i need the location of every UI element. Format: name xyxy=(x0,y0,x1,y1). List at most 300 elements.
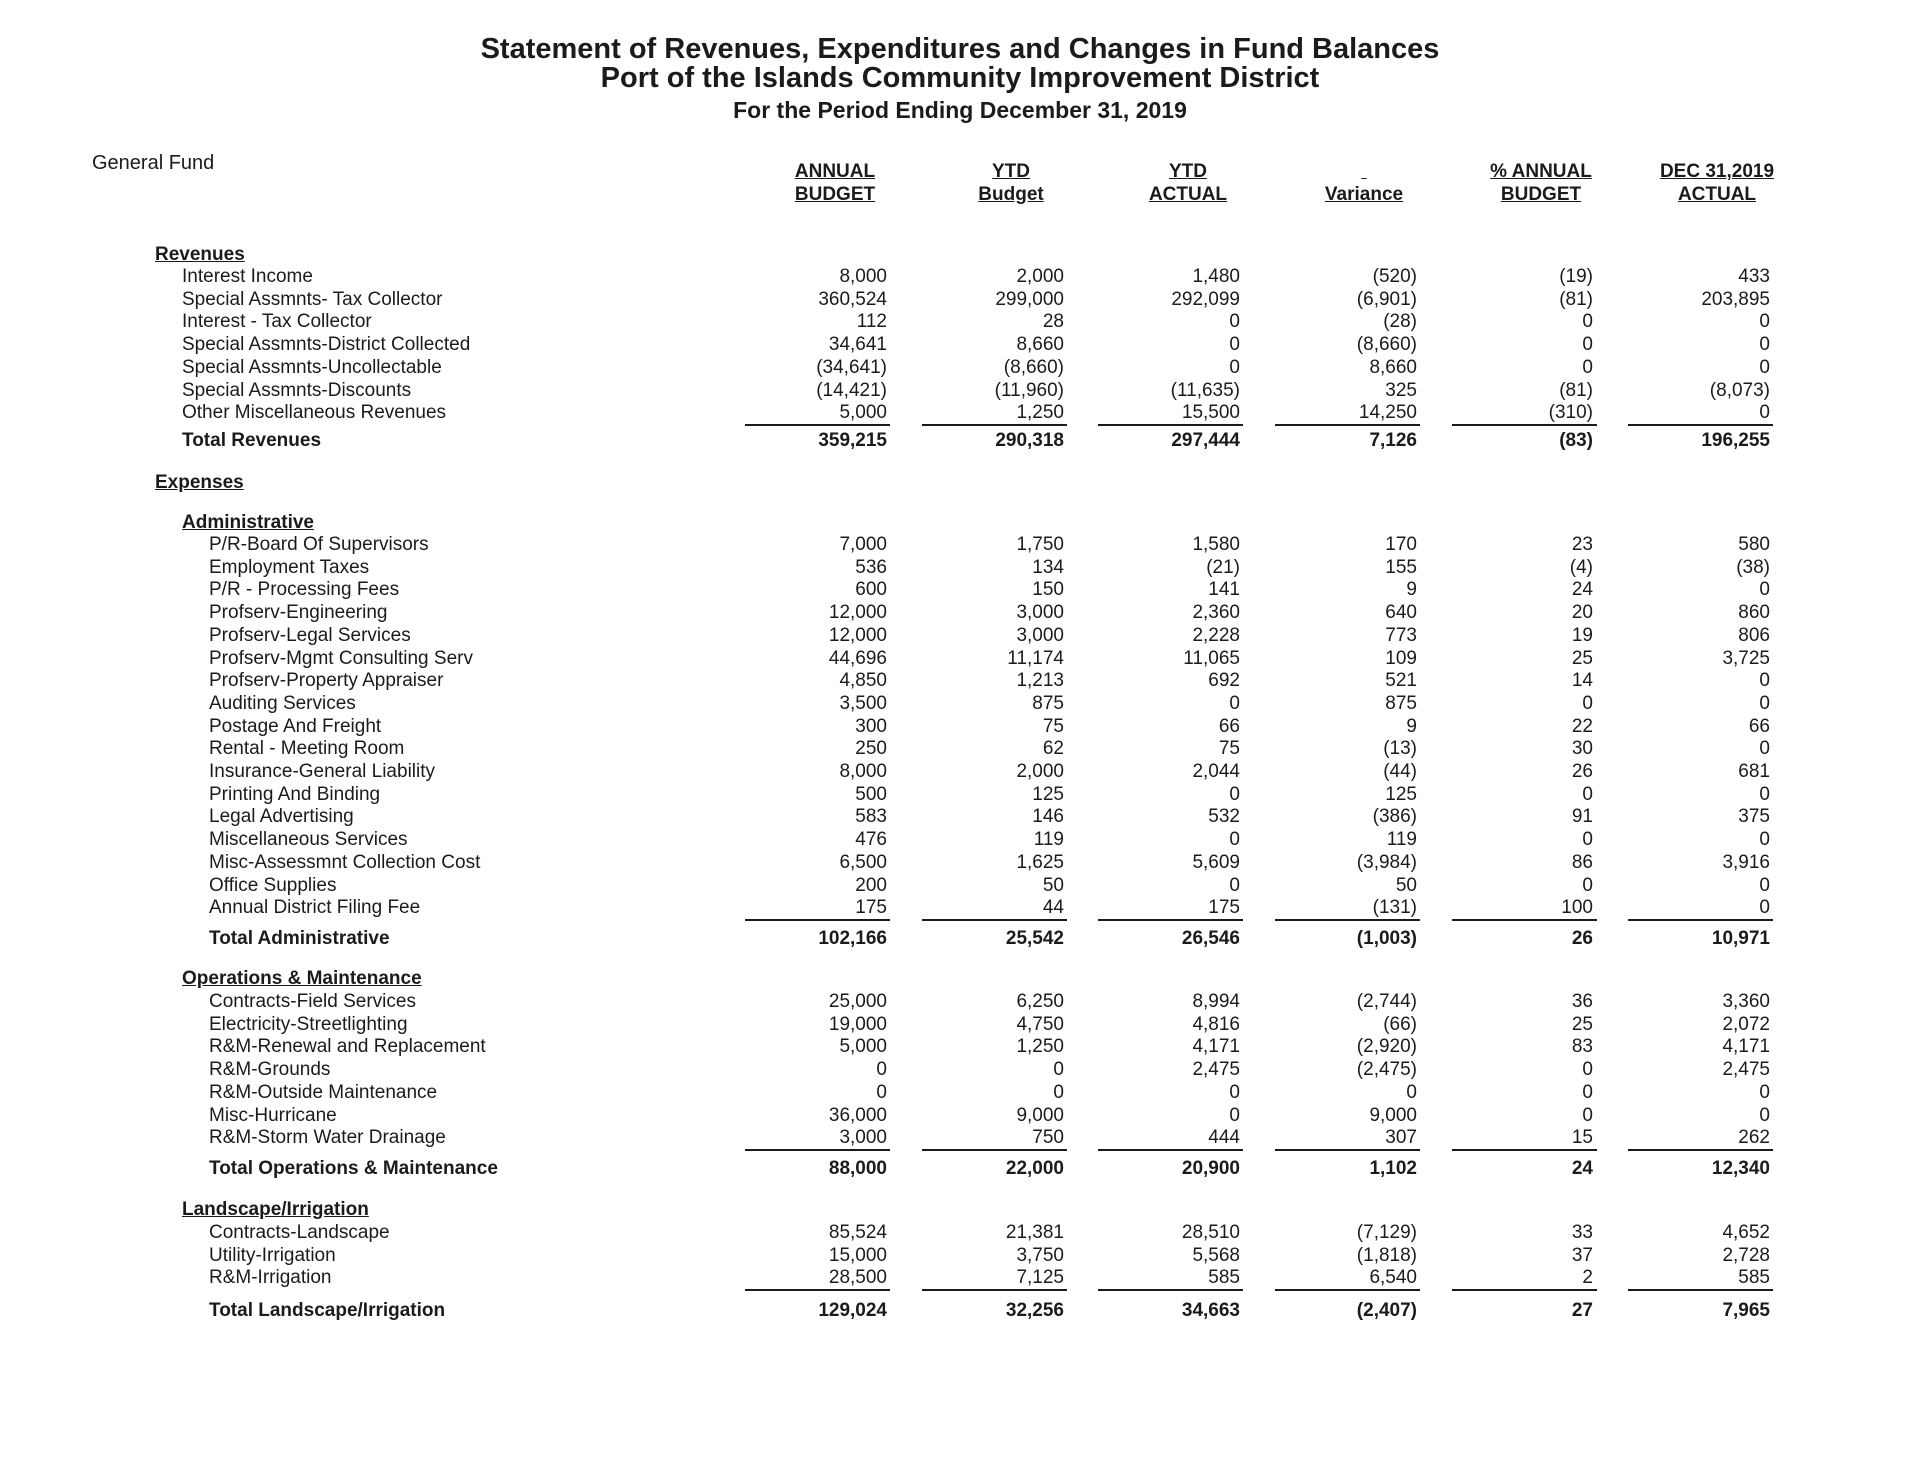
cell-value: (44) xyxy=(1383,761,1417,782)
cell-value: 50 xyxy=(1042,874,1064,896)
cell-value: 360,524 xyxy=(818,288,887,310)
total-rule xyxy=(745,1289,890,1291)
column-header xyxy=(755,160,915,206)
cell-value: 521 xyxy=(1385,670,1417,692)
cell-value: 21,381 xyxy=(1005,1222,1064,1243)
cell-value: 50 xyxy=(1395,874,1417,896)
cell-value: (2,920) xyxy=(1356,1036,1417,1058)
row-label: R&M-Outside Maintenance xyxy=(209,1081,438,1103)
cell-value: 14,250 xyxy=(1358,402,1417,424)
cell-value: 9,000 xyxy=(1016,1104,1064,1126)
cell-value: 44,696 xyxy=(828,647,887,669)
landscape-heading xyxy=(0,1199,1920,1221)
total-rule xyxy=(1628,919,1773,921)
cell-value: 806 xyxy=(1738,624,1770,646)
row-label: Postage And Freight xyxy=(209,715,382,737)
cell-value: 0 xyxy=(1582,311,1593,333)
cell-value: 27 xyxy=(1571,1300,1593,1321)
cell-value: 307 xyxy=(1385,1127,1417,1149)
cell-value: (1,003) xyxy=(1356,928,1417,949)
row-label: R&M-Renewal and Replacement xyxy=(209,1036,486,1058)
cell-value: 681 xyxy=(1738,761,1770,782)
total-row xyxy=(0,1300,1920,1322)
cell-value: 8,994 xyxy=(1192,991,1240,1012)
cell-value: 83 xyxy=(1571,1036,1593,1058)
report-title: Statement of Revenues, Expenditures and Changes in Fund Balances xyxy=(480,33,1440,65)
cell-value: (81) xyxy=(1559,288,1593,310)
cell-value: 24 xyxy=(1571,579,1593,601)
line-item-row xyxy=(0,693,1920,715)
total-row xyxy=(0,430,1920,452)
cell-value: 146 xyxy=(1032,806,1064,828)
cell-value: 2,000 xyxy=(1016,761,1064,782)
cell-value: 6,500 xyxy=(839,851,887,873)
row-label: Employment Taxes xyxy=(209,556,370,578)
cell-value: (386) xyxy=(1372,806,1417,828)
cell-value: 325 xyxy=(1385,379,1417,401)
cell-value: 0 xyxy=(1759,402,1770,424)
cell-value: 1,213 xyxy=(1016,670,1064,692)
column-header-line: ACTUAL xyxy=(1677,184,1757,205)
cell-value: 0 xyxy=(1229,1104,1240,1126)
cell-value: 300 xyxy=(855,715,887,737)
cell-value: 875 xyxy=(1385,692,1417,714)
cell-value: 125 xyxy=(1385,783,1417,805)
column-header-line: ACTUAL xyxy=(1148,184,1228,205)
row-label: Special Assmnts-Uncollectable xyxy=(182,356,442,378)
cell-value: 112 xyxy=(856,311,887,333)
line-item-row xyxy=(0,1036,1920,1058)
cell-value: 62 xyxy=(1042,738,1064,760)
total-rule xyxy=(745,424,890,426)
line-item-row xyxy=(0,534,1920,556)
cell-value: 15 xyxy=(1571,1127,1593,1149)
cell-value: 580 xyxy=(1738,534,1770,555)
row-label: Total Administrative xyxy=(209,928,390,949)
cell-value: 25,542 xyxy=(1005,928,1064,949)
total-rule xyxy=(922,1149,1067,1151)
total-rule xyxy=(1275,424,1420,426)
line-item-row xyxy=(0,738,1920,760)
cell-value: 5,568 xyxy=(1192,1244,1240,1266)
cell-value: 141 xyxy=(1208,579,1240,601)
total-rule xyxy=(922,1289,1067,1291)
column-header-line: YTD xyxy=(1169,161,1207,182)
row-label: Total Operations & Maintenance xyxy=(209,1158,498,1179)
total-rule xyxy=(1628,1289,1773,1291)
cell-value: (4) xyxy=(1569,556,1593,578)
column-header-line: Variance xyxy=(1324,184,1404,205)
cell-value: 20,900 xyxy=(1181,1158,1240,1179)
cell-value: (6,901) xyxy=(1356,288,1417,310)
cell-value: 0 xyxy=(1759,670,1770,692)
cell-value: 34,641 xyxy=(828,334,887,356)
total-rule xyxy=(1275,1289,1420,1291)
cell-value: (66) xyxy=(1383,1013,1417,1035)
cell-value: 28,510 xyxy=(1181,1222,1240,1243)
cell-value: 297,444 xyxy=(1171,430,1240,451)
row-label: Total Revenues xyxy=(182,430,322,451)
cell-value: 15,000 xyxy=(828,1244,887,1266)
cell-value: 36,000 xyxy=(828,1104,887,1126)
cell-value: 6,540 xyxy=(1369,1267,1417,1289)
cell-value: (520) xyxy=(1372,266,1417,287)
cell-value: 75 xyxy=(1218,738,1240,760)
cell-value: 0 xyxy=(1053,1059,1064,1081)
section-heading-text: Operations & Maintenance xyxy=(182,968,422,989)
cell-value: 773 xyxy=(1385,624,1417,646)
line-item-row xyxy=(0,1245,1920,1267)
section-heading-text: Revenues xyxy=(155,244,245,265)
row-label: Interest Income xyxy=(182,266,313,287)
cell-value: 25 xyxy=(1571,1013,1593,1035)
cell-value: 12,000 xyxy=(828,624,887,646)
cell-value: 0 xyxy=(1229,692,1240,714)
cell-value: 433 xyxy=(1738,266,1770,287)
cell-value: 19 xyxy=(1571,624,1593,646)
cell-value: 175 xyxy=(855,897,887,919)
cell-value: 36 xyxy=(1571,991,1593,1012)
cell-value: 2 xyxy=(1582,1267,1593,1289)
cell-value: 375 xyxy=(1738,806,1770,828)
cell-value: 3,000 xyxy=(1016,624,1064,646)
cell-value: 175 xyxy=(1208,897,1240,919)
line-item-row xyxy=(0,557,1920,579)
cell-value: 8,660 xyxy=(1369,356,1417,378)
column-header-line: Budget xyxy=(978,184,1044,205)
cell-value: 2,475 xyxy=(1192,1059,1240,1081)
cell-value: 129,024 xyxy=(818,1300,887,1321)
cell-value: 3,360 xyxy=(1722,991,1770,1012)
cell-value: 2,044 xyxy=(1192,761,1240,782)
cell-value: 86 xyxy=(1571,851,1593,873)
cell-value: 33 xyxy=(1571,1222,1593,1243)
cell-value: 0 xyxy=(1582,334,1593,356)
cell-value: 0 xyxy=(1229,1081,1240,1103)
total-rule xyxy=(1275,1149,1420,1151)
cell-value: (19) xyxy=(1559,266,1593,287)
cell-value: (310) xyxy=(1548,402,1593,424)
row-label: R&M-Irrigation xyxy=(209,1267,332,1289)
cell-value: 0 xyxy=(1759,897,1770,919)
cell-value: 30 xyxy=(1571,738,1593,760)
cell-value: 2,360 xyxy=(1192,602,1240,624)
cell-value: 3,916 xyxy=(1722,851,1770,873)
total-rule xyxy=(1098,1289,1243,1291)
cell-value: (2,407) xyxy=(1356,1300,1417,1321)
column-header-line: DEC 31,2019 xyxy=(1659,161,1775,182)
row-label: Profserv-Property Appraiser xyxy=(209,670,444,692)
total-rule xyxy=(745,1149,890,1151)
cell-value: 0 xyxy=(1406,1081,1417,1103)
cell-value: 7,965 xyxy=(1722,1300,1770,1321)
cell-value: 0 xyxy=(1229,356,1240,378)
cell-value: 26,546 xyxy=(1181,928,1240,949)
cell-value: 22 xyxy=(1571,715,1593,737)
row-label: Interest - Tax Collector xyxy=(182,311,372,333)
cell-value: (2,475) xyxy=(1356,1059,1417,1081)
total-rule xyxy=(1452,1289,1597,1291)
column-header-line xyxy=(1284,160,1444,183)
row-label: Legal Advertising xyxy=(209,806,354,828)
cell-value: 0 xyxy=(1759,829,1770,851)
row-label: Special Assmnts-District Collected xyxy=(182,334,471,356)
revenues-heading xyxy=(0,244,1920,266)
row-label: Misc-Assessmnt Collection Cost xyxy=(209,851,481,873)
cell-value: 5,000 xyxy=(839,1036,887,1058)
cell-value: 25,000 xyxy=(828,991,887,1012)
cell-value: 0 xyxy=(1582,829,1593,851)
operations-heading xyxy=(0,968,1920,990)
cell-value: 585 xyxy=(1208,1267,1240,1289)
cell-value: 8,660 xyxy=(1016,334,1064,356)
expenses-heading xyxy=(0,472,1920,494)
cell-value: 37 xyxy=(1571,1244,1593,1266)
column-header-line: YTD xyxy=(992,161,1030,182)
total-rule xyxy=(1098,919,1243,921)
cell-value: 444 xyxy=(1208,1127,1240,1149)
cell-value: 476 xyxy=(855,829,887,851)
cell-value: 0 xyxy=(1229,783,1240,805)
cell-value: 500 xyxy=(855,783,887,805)
cell-value: 155 xyxy=(1385,556,1417,578)
column-header xyxy=(931,160,1091,206)
cell-value: 4,850 xyxy=(839,670,887,692)
cell-value: 200 xyxy=(855,874,887,896)
line-item-row xyxy=(0,380,1920,402)
cell-value: 28,500 xyxy=(828,1267,887,1289)
line-item-row xyxy=(0,761,1920,783)
total-rule xyxy=(1452,424,1597,426)
cell-value: 66 xyxy=(1218,715,1240,737)
cell-value: (11,960) xyxy=(994,379,1064,401)
line-item-row xyxy=(0,670,1920,692)
cell-value: 2,475 xyxy=(1722,1059,1770,1081)
cell-value: 4,171 xyxy=(1722,1036,1770,1058)
cell-value: 532 xyxy=(1208,806,1240,828)
cell-value: (3,984) xyxy=(1356,851,1417,873)
line-item-row xyxy=(0,991,1920,1013)
cell-value: 585 xyxy=(1738,1267,1770,1289)
cell-value: 85,524 xyxy=(828,1222,887,1243)
cell-value: 32,256 xyxy=(1005,1300,1064,1321)
cell-value: 640 xyxy=(1385,602,1417,624)
row-label: Annual District Filing Fee xyxy=(209,897,421,919)
column-header-line: ANNUAL xyxy=(794,161,876,182)
total-rule xyxy=(1628,424,1773,426)
cell-value: 125 xyxy=(1032,783,1064,805)
line-item-row xyxy=(0,1014,1920,1036)
line-item-row xyxy=(0,602,1920,624)
cell-value: 109 xyxy=(1385,647,1417,669)
cell-value: 170 xyxy=(1385,534,1417,555)
cell-value: 536 xyxy=(855,556,887,578)
row-label: Contracts-Field Services xyxy=(209,991,416,1012)
cell-value: 203,895 xyxy=(1701,288,1770,310)
cell-value: 0 xyxy=(876,1059,887,1081)
cell-value: 3,000 xyxy=(839,1127,887,1149)
cell-value: 22,000 xyxy=(1005,1158,1064,1179)
cell-value: 299,000 xyxy=(995,288,1064,310)
cell-value: 5,000 xyxy=(839,402,887,424)
cell-value: (8,660) xyxy=(1356,334,1417,356)
total-rule xyxy=(1452,1149,1597,1151)
cell-value: (14,421) xyxy=(816,379,887,401)
total-row xyxy=(0,928,1920,950)
cell-value: (7,129) xyxy=(1356,1222,1417,1243)
cell-value: 0 xyxy=(1759,1081,1770,1103)
row-label: Office Supplies xyxy=(209,874,337,896)
cell-value: 262 xyxy=(1738,1127,1770,1149)
cell-value: 3,500 xyxy=(839,692,887,714)
cell-value: 750 xyxy=(1032,1127,1064,1149)
line-item-row xyxy=(0,1267,1920,1289)
row-label: Printing And Binding xyxy=(209,783,381,805)
cell-value: 0 xyxy=(1759,579,1770,601)
cell-value: 3,000 xyxy=(1016,602,1064,624)
cell-value: (11,635) xyxy=(1170,379,1240,401)
cell-value: 24 xyxy=(1571,1158,1593,1179)
cell-value: 1,250 xyxy=(1016,402,1064,424)
cell-value: 0 xyxy=(1053,1081,1064,1103)
cell-value: (131) xyxy=(1372,897,1417,919)
cell-value: 7,000 xyxy=(839,534,887,555)
line-item-row xyxy=(0,875,1920,897)
total-row xyxy=(0,1158,1920,1180)
cell-value: 1,625 xyxy=(1016,851,1064,873)
row-label: Rental - Meeting Room xyxy=(209,738,405,760)
cell-value: 88,000 xyxy=(828,1158,887,1179)
row-label: Special Assmnts- Tax Collector xyxy=(182,288,443,310)
total-rule xyxy=(745,919,890,921)
cell-value: 0 xyxy=(1759,334,1770,356)
row-label: Auditing Services xyxy=(209,692,356,714)
cell-value: 119 xyxy=(1386,829,1417,851)
cell-value: 2,728 xyxy=(1722,1244,1770,1266)
line-item-row xyxy=(0,716,1920,738)
cell-value: 359,215 xyxy=(818,430,887,451)
row-label: Total Landscape/Irrigation xyxy=(209,1300,446,1321)
cell-value: (13) xyxy=(1383,738,1417,760)
cell-value: 0 xyxy=(1759,874,1770,896)
column-header xyxy=(1108,160,1268,206)
cell-value: 1,580 xyxy=(1192,534,1240,555)
cell-value: 8,000 xyxy=(839,266,887,287)
cell-value: 20 xyxy=(1571,602,1593,624)
cell-value: (83) xyxy=(1559,430,1593,451)
line-item-row xyxy=(0,897,1920,919)
cell-value: (81) xyxy=(1559,379,1593,401)
row-label: Profserv-Legal Services xyxy=(209,624,411,646)
cell-value: 875 xyxy=(1032,692,1064,714)
column-header xyxy=(1461,160,1621,206)
cell-value: 91 xyxy=(1571,806,1593,828)
total-rule xyxy=(1098,424,1243,426)
cell-value: 4,171 xyxy=(1192,1036,1240,1058)
row-label: Electricity-Streetlighting xyxy=(209,1013,408,1035)
column-header xyxy=(1637,160,1797,206)
line-item-row xyxy=(0,1105,1920,1127)
cell-value: 0 xyxy=(1582,1081,1593,1103)
fund-label: General Fund xyxy=(92,152,215,174)
total-rule xyxy=(1452,919,1597,921)
line-item-row xyxy=(0,806,1920,828)
cell-value: 196,255 xyxy=(1701,430,1770,451)
total-rule xyxy=(1098,1149,1243,1151)
cell-value: 4,652 xyxy=(1722,1222,1770,1243)
cell-value: 28 xyxy=(1042,311,1064,333)
cell-value: 0 xyxy=(1582,783,1593,805)
cell-value: 75 xyxy=(1042,715,1064,737)
cell-value: 19,000 xyxy=(828,1013,887,1035)
administrative-heading xyxy=(0,512,1920,534)
row-label: P/R-Board Of Supervisors xyxy=(209,534,429,555)
line-item-row xyxy=(0,625,1920,647)
row-label: Insurance-General Liability xyxy=(209,761,436,782)
cell-value: 600 xyxy=(855,579,887,601)
row-label: R&M-Grounds xyxy=(209,1059,331,1081)
line-item-row xyxy=(0,1127,1920,1149)
cell-value: 0 xyxy=(1229,829,1240,851)
row-label: Miscellaneous Services xyxy=(209,829,408,851)
cell-value: 34,663 xyxy=(1181,1300,1240,1321)
row-label: Other Miscellaneous Revenues xyxy=(182,402,447,424)
cell-value: 119 xyxy=(1033,829,1064,851)
cell-value: 3,750 xyxy=(1016,1244,1064,1266)
cell-value: 0 xyxy=(1582,692,1593,714)
line-item-row xyxy=(0,1082,1920,1104)
line-item-row xyxy=(0,289,1920,311)
cell-value: 1,102 xyxy=(1369,1158,1417,1179)
cell-value: 66 xyxy=(1748,715,1770,737)
cell-value: 12,340 xyxy=(1711,1158,1770,1179)
cell-value: 692 xyxy=(1208,670,1240,692)
cell-value: 10,971 xyxy=(1711,928,1770,949)
line-item-row xyxy=(0,829,1920,851)
cell-value: 100 xyxy=(1561,897,1593,919)
line-item-row xyxy=(0,1222,1920,1244)
cell-value: 0 xyxy=(1759,356,1770,378)
cell-value: 4,816 xyxy=(1192,1013,1240,1035)
row-label: R&M-Storm Water Drainage xyxy=(209,1127,446,1149)
column-header-line: BUDGET xyxy=(794,184,876,205)
cell-value: 5,609 xyxy=(1192,851,1240,873)
cell-value: 8,000 xyxy=(839,761,887,782)
cell-value: (21) xyxy=(1206,556,1240,578)
cell-value: 4,750 xyxy=(1016,1013,1064,1035)
cell-value: 0 xyxy=(1229,334,1240,356)
row-label: Misc-Hurricane xyxy=(209,1104,337,1126)
cell-value: 0 xyxy=(1582,1059,1593,1081)
cell-value: 250 xyxy=(855,738,887,760)
cell-value: 292,099 xyxy=(1171,288,1240,310)
cell-value: 290,318 xyxy=(995,430,1064,451)
row-label: Utility-Irrigation xyxy=(209,1244,336,1266)
line-item-row xyxy=(0,402,1920,424)
cell-value: 23 xyxy=(1571,534,1593,555)
section-heading-text: Expenses xyxy=(155,472,244,493)
cell-value: 1,750 xyxy=(1016,534,1064,555)
cell-value: (38) xyxy=(1736,556,1770,578)
cell-value: 0 xyxy=(1582,1104,1593,1126)
cell-value: 102,166 xyxy=(818,928,887,949)
cell-value: (1,818) xyxy=(1356,1244,1417,1266)
cell-value: 2,072 xyxy=(1722,1013,1770,1035)
cell-value: 134 xyxy=(1032,556,1064,578)
section-heading-text: Administrative xyxy=(182,512,314,533)
cell-value: 6,250 xyxy=(1016,991,1064,1012)
line-item-row xyxy=(0,784,1920,806)
